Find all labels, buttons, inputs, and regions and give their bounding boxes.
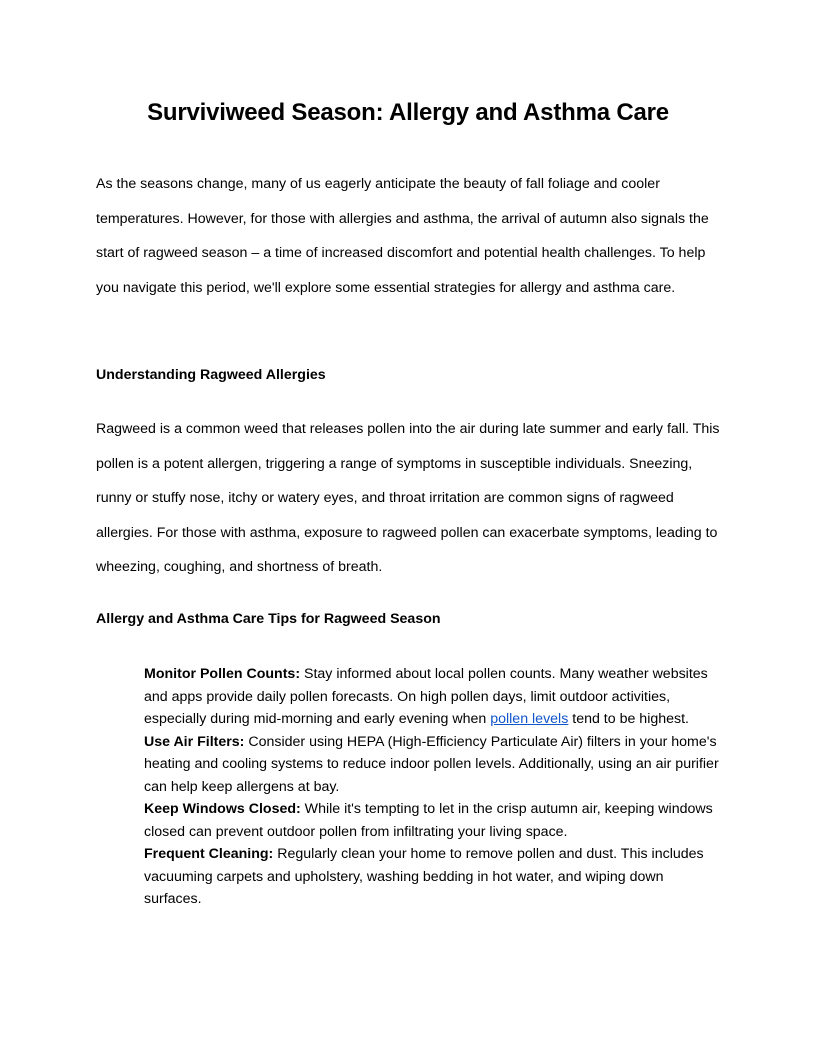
tip-title: Frequent Cleaning:	[144, 846, 274, 862]
tip-text: tend to be highest.	[568, 711, 689, 727]
tip-frequent-cleaning	[144, 843, 724, 911]
tip-windows-closed	[144, 798, 724, 843]
tip-title: Use Air Filters:	[144, 733, 245, 750]
tip-text: While it's tempting to let in the crisp autumn air, keeping windows closed can prevent outdoor pollen from infiltrating your living space.	[144, 801, 713, 840]
tip-title: Keep Windows Closed:	[144, 801, 301, 817]
section-heading-understanding: Understanding Ragweed Allergies	[96, 367, 326, 383]
intro-paragraph: As the seasons change, many of us eagerly anticipate the beauty of fall foliage and cooler temperatures. However, for those with allergies and asthma, the arrival of autumn also signals the start of ragweed season – a time of increased discomfort and potential health challenges. To help you navigate this period, we'll explore some essential strategies for allergy and asthma care.	[96, 176, 709, 296]
tip-air-filters	[144, 731, 724, 799]
tip-title: Monitor Pollen Counts:	[144, 666, 301, 682]
ragweed-paragraph: Ragweed is a common weed that releases pollen into the air during late summer and early fall. This pollen is a potent allergen, triggering a range of symptoms in susceptible individuals. Sneezing, runny or stuffy nose, itchy or watery eyes, and throat irritation are common signs of ragweed allergies. For those with asthma, exposure to ragweed pollen can exacerbate symptoms, leading to wheezing, coughing, and shortness of breath.	[96, 421, 720, 575]
document-title: Surviviweed Season: Allergy and Asthma Care	[147, 99, 669, 126]
tip-text: Consider using HEPA (High-Efficiency Particulate Air) filters in your home's heating and cooling systems to reduce indoor pollen levels. Additionally, using an air purifier can help keep allergens at bay.	[144, 733, 719, 795]
tip-text: Stay informed about local pollen counts. Many weather websites and apps provide daily pollen forecasts. On high pollen days, limit outdoor activities, especially during mid-morning and early evening when	[144, 666, 708, 727]
tip-text: Regularly clean your home to remove pollen and dust. This includes vacuuming carpets and upholstery, washing bedding in hot water, and wiping down surfaces.	[144, 846, 704, 907]
section-heading-care-tips: Allergy and Asthma Care Tips for Ragweed Season	[96, 611, 441, 627]
pollen-levels-link[interactable]: pollen levels	[490, 711, 569, 727]
tip-monitor-pollen	[144, 663, 724, 731]
care-tips-list	[144, 663, 724, 911]
